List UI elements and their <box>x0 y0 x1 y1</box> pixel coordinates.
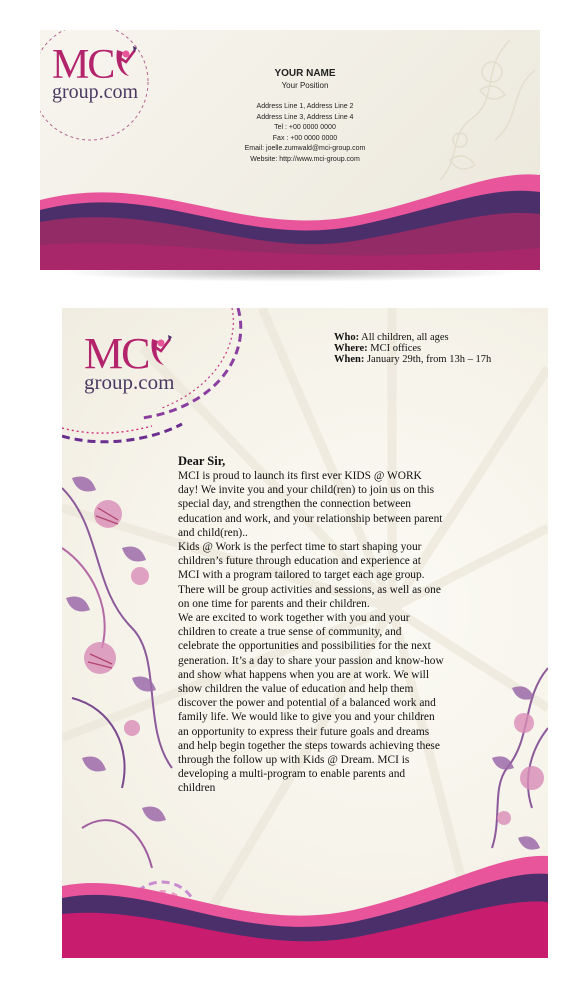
card-website: Website: http://www.mci-group.com <box>250 155 360 163</box>
letter-paragraph-1: MCI is proud to launch its first ever KIDS @ WORK day! We invite you and your child(ren) to join us on this special day, and strengthen the connection between education and work, and your relationship between parent and child(ren).. <box>178 470 443 539</box>
card-logo <box>52 44 139 102</box>
business-card <box>40 30 540 270</box>
card-contact-block <box>230 68 380 165</box>
logo-sub-text: group.com <box>52 81 139 103</box>
letter-paragraph-3: We are excited to work together with you and your children to create a true sense of community, and celebrate the opportunities and possibilities for the next generation. It’s a day to share your passion and know-how and show what happens when you are at work. We will show children the value of education and help them discover the power and potential of a balanced work and family life. We would like to give you and your children an opportunity to express their future goals and dreams and help begin together the steps towards achieving these through the follow up with Kids @ Dream. MCI is developing a multi-program to enable parents and children <box>178 612 444 795</box>
card-email: Email: joelle.zumwald@mci-group.com <box>244 145 366 152</box>
card-position: Your Position <box>281 81 329 90</box>
letter-greeting: Dear Sir, <box>178 454 226 468</box>
event-details <box>334 332 491 365</box>
card-fax: Fax : +00 0000 0000 <box>272 134 338 142</box>
event-where: Where: MCI offices <box>334 343 422 354</box>
letter-body <box>178 454 444 796</box>
logo-figure-icon <box>146 332 174 368</box>
letterhead-logo <box>84 329 175 394</box>
card-tel: Tel : +00 0000 0000 <box>274 124 336 131</box>
logo-figure-icon <box>111 44 139 78</box>
card-address-1: Address Line 1, Address Line 2 <box>256 103 354 110</box>
event-who: Who: All children, all ages <box>334 332 449 343</box>
logo-mc-text: MC <box>52 42 114 88</box>
logo-sub-text: group.com <box>84 370 175 394</box>
card-name: YOUR NAME <box>274 68 336 79</box>
logo-mc-text: MC <box>84 329 149 378</box>
letter-paragraph-2: Kids @ Work is the perfect time to start shaping your children’s future through education and experience at MCI with a program tailored to target each age group. There will be group activities and sessions, as well as one on one time for parents and their children. <box>178 541 441 610</box>
card-address-2: Address Line 3, Address Line 4 <box>256 113 354 121</box>
event-when: When: January 29th, from 13h – 17h <box>334 354 492 365</box>
letterhead <box>62 308 548 958</box>
